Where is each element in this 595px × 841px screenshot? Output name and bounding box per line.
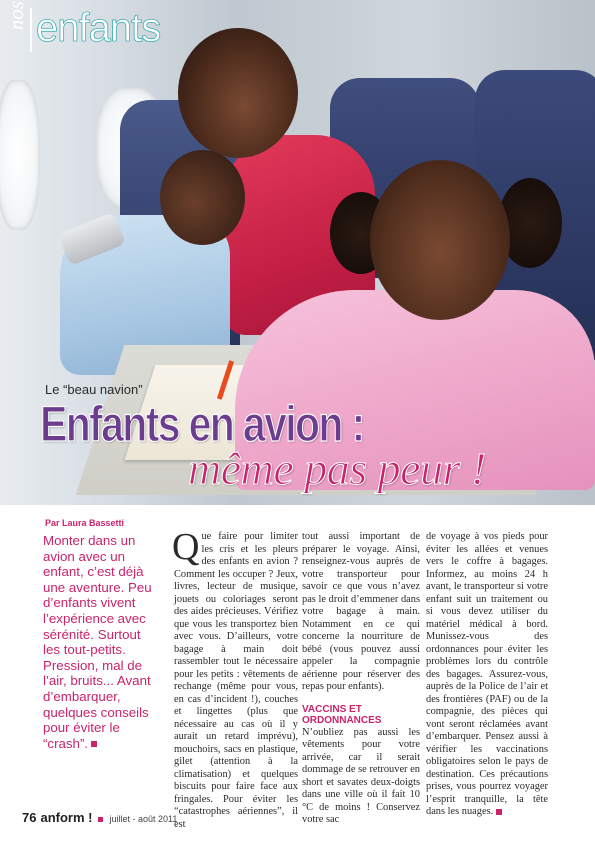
body-column-3	[426, 531, 548, 819]
byline: Par Laura Bassetti	[45, 518, 125, 528]
page-footer	[22, 810, 177, 825]
issue-date: juillet - août 2011	[109, 814, 178, 824]
article-title-line2: même pas peur !	[188, 443, 486, 494]
article-kicker: Le “beau navion”	[45, 382, 143, 397]
boy-head	[160, 150, 245, 245]
airplane-window	[0, 80, 40, 230]
lede-text: Monter dans un avion avec un enfant, c’est déjà une aventure. Peu d’enfants vivent l’expérience avec sérénité. Surtout les tout-petits. Pression, mal de l’air, bruits... Avant d’embarquer, quelques conseils pour éviter le “crash”.	[43, 533, 152, 751]
body-column-1	[172, 526, 298, 831]
article-title-line1: Enfants en avion :	[40, 396, 364, 452]
column-3-text: de voyage à vos pieds pour éviter les allées et venues vers le coffre à bagages. Informez, au moins 24 h avant, le transporteur si votre enfant suit un traitement ou si vous devez utiliser du matériel médical à bord. Munissez-vous des ordonnances pour éviter les problèmes lors du contrôle des bagages. Assurez-vous, auprès de la Police de l’air et des frontières (PAF) ou de la compagnie, des pièces qui vont seront réclamées avant d’embarquer. Pensez aussi à vérifier les vaccinations obligatoires selon le pays de destination. Ces précautions prises, vous pourrez voyager l’esprit tranquille, la tête dans les nuages.	[426, 531, 548, 817]
column-1-text: ue faire pour limiter les cris et les pleurs des enfants en avion ? Comment les occuper ? Jeux, livres, lecteur de musique, jouets ou coloriages seront des aides précieuses. Vérifiez que vous les transportez bien avec vous. D’ailleurs, votre bagage à main doit rassembler tout le nécessaire pour les petits : vêtements de rechange (même pour vous, en cas d’incident !), couches et lingettes (plus que nécessaire au cas où il y aurait un retard imprévu), mouchoirs, sacs en plastique, gilet (attention à la climatisation) et quelques biscuits pour faire face aux fringales. Pour éviter les “catastrophes aériennes”, il est	[174, 531, 298, 830]
drop-cap: Q	[172, 526, 200, 568]
end-mark-icon	[496, 809, 502, 815]
lede	[43, 533, 161, 751]
magazine-name: anform !	[40, 810, 93, 825]
rubric-title: enfants	[36, 6, 161, 50]
end-mark-icon	[91, 741, 97, 747]
rubric-small: nos	[6, 0, 28, 30]
subhead: VACCINS ET ORDONNANCES	[302, 703, 382, 726]
column-2-text-b: N’oubliez pas aussi les vêtements pour votre arrivée, car il serait dommage de se retrouver en short et savates deux-doigts dans une ville où il fait 10 °C de moins ! Conservez votre sac	[302, 726, 420, 825]
body-column-2	[302, 531, 420, 827]
rubric-divider	[30, 8, 32, 52]
footer-dot-icon	[98, 817, 103, 822]
page-number: 76	[22, 810, 37, 825]
column-2-text-a: tout aussi important de préparer le voyage. Ainsi, renseignez-vous auprès de votre transporteur pour savoir ce que vous n’avez pas le droit d’emmener dans votre bagage à main. Notamment en ce qui concerne la nourriture de bébé (vous pouvez aussi appeler la compagnie aérienne pour réserver des repas pour enfants).	[302, 531, 420, 692]
mother-head	[178, 28, 298, 158]
girl-head	[370, 160, 510, 320]
